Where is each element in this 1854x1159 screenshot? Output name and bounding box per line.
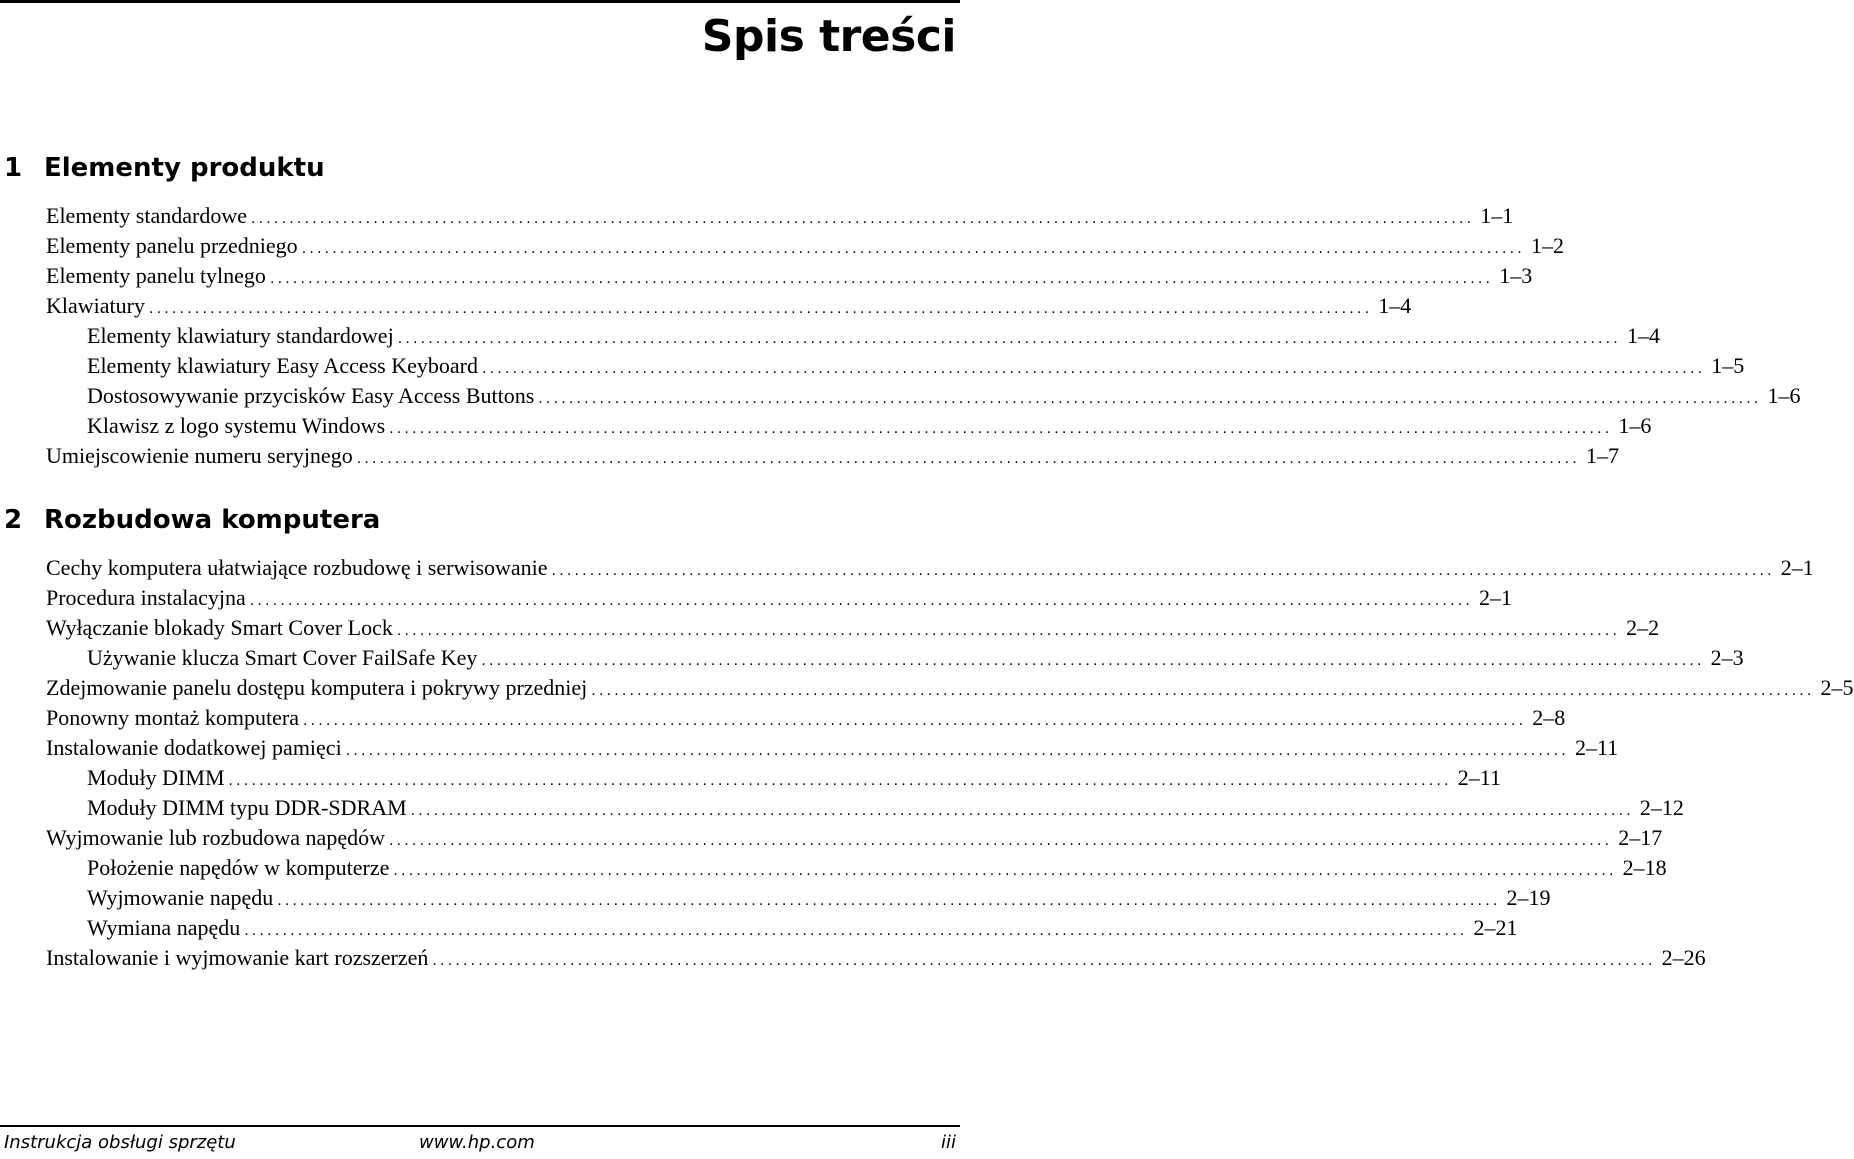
toc-entry-page[interactable]: 2–18 [1622, 855, 1667, 880]
toc-entry[interactable] [46, 583, 1513, 613]
dot-leader: ................................................................................................................................................................ [481, 360, 1706, 377]
toc-entry-page[interactable]: 2–8 [1532, 705, 1566, 730]
toc-entry[interactable] [46, 441, 1619, 471]
toc-entry[interactable] [46, 763, 1501, 793]
toc-entry-label[interactable]: Ponowny montaż komputera [46, 705, 299, 730]
toc-entry-label[interactable]: Położenie napędów w komputerze [87, 855, 390, 880]
toc-entry-label[interactable]: Procedura instalacyjna [46, 585, 246, 610]
top-rule [0, 0, 960, 3]
toc-entry[interactable] [46, 733, 1619, 763]
toc-entry-label[interactable]: Wyjmowanie lub rozbudowa napędów [46, 825, 385, 850]
toc-entry[interactable] [46, 321, 1660, 351]
toc-entry-label[interactable]: Wyjmowanie napędu [87, 885, 274, 910]
footer-page-number: iii [940, 1132, 956, 1153]
toc-entry[interactable] [46, 673, 1854, 703]
toc-entry[interactable] [46, 411, 1652, 441]
toc-entry-page[interactable]: 2–11 [1574, 735, 1619, 760]
dot-leader: ................................................................................................................................................................ [538, 390, 1762, 407]
dot-leader: ................................................................................................................................................................ [396, 622, 1621, 639]
toc-entry-label[interactable]: Elementy panelu tylnego [46, 263, 266, 288]
dot-leader: ................................................................................................................................................................ [397, 330, 1621, 347]
toc-entry-label[interactable]: Moduły DIMM typu DDR-SDRAM [87, 795, 407, 820]
toc-entry-page[interactable]: 1–6 [1767, 383, 1801, 408]
toc-entry[interactable] [46, 231, 1564, 261]
toc-entry-label[interactable]: Instalowanie i wyjmowanie kart rozszerzeń [46, 945, 429, 970]
toc-entry-label[interactable]: Wymiana napędu [87, 915, 241, 940]
toc-entry-page[interactable]: 1–4 [1626, 323, 1660, 348]
dot-leader: ................................................................................................................................................................ [388, 832, 1613, 849]
chapter-2-toc [46, 553, 1854, 973]
toc-entry-page[interactable]: 2–19 [1506, 885, 1551, 910]
dot-leader: ................................................................................................................................................................ [244, 922, 1468, 939]
toc-entry[interactable] [46, 793, 1684, 823]
toc-entry[interactable] [46, 823, 1663, 853]
dot-leader: ................................................................................................................................................................ [301, 240, 1525, 257]
toc-entry-label[interactable]: Cechy komputera ułatwiające rozbudowę i serwisowanie [46, 555, 548, 580]
dot-leader: ................................................................................................................................................................ [389, 420, 1613, 437]
toc-entry[interactable] [46, 613, 1660, 643]
footer-rule [0, 1125, 960, 1127]
toc-entry-label[interactable]: Umiejscowienie numeru seryjnego [46, 443, 353, 468]
toc-entry-label[interactable]: Dostosowywanie przycisków Easy Access Buttons [87, 383, 535, 408]
toc-entry-page[interactable]: 1–1 [1480, 203, 1514, 228]
chapter-title: Elementy produktu [44, 153, 325, 183]
toc-entry[interactable] [46, 553, 1814, 583]
toc-entry[interactable] [46, 261, 1533, 291]
toc-entry[interactable] [46, 853, 1667, 883]
footer-website[interactable]: www.hp.com [419, 1132, 535, 1153]
toc-entry-page[interactable]: 2–5 [1820, 675, 1854, 700]
dot-leader: ................................................................................................................................................................ [277, 892, 1501, 909]
chapter-number: 1 [4, 153, 23, 183]
toc-entry-page[interactable]: 1–7 [1585, 443, 1619, 468]
dot-leader: ................................................................................................................................................................ [269, 270, 1494, 287]
toc-entry-page[interactable]: 2–2 [1626, 615, 1660, 640]
toc-entry-page[interactable]: 2–12 [1639, 795, 1684, 820]
toc-entry[interactable] [46, 291, 1412, 321]
toc-entry-label[interactable]: Klawiatury [46, 293, 145, 318]
toc-entry-page[interactable]: 1–6 [1618, 413, 1652, 438]
toc-entry-label[interactable]: Wyłączanie blokady Smart Cover Lock [46, 615, 393, 640]
toc-entry-page[interactable]: 1–4 [1378, 293, 1412, 318]
toc-entry-page[interactable]: 2–1 [1780, 555, 1814, 580]
toc-entry[interactable] [46, 883, 1551, 913]
toc-entry-page[interactable]: 2–11 [1457, 765, 1501, 790]
toc-entry-label[interactable]: Elementy klawiatury Easy Access Keyboard [87, 353, 478, 378]
dot-leader: ................................................................................................................................................................ [356, 450, 1580, 467]
toc-entry-label[interactable]: Klawisz z logo systemu Windows [87, 413, 386, 438]
dot-leader: ................................................................................................................................................................ [228, 772, 1452, 789]
dot-leader: ................................................................................................................................................................ [345, 742, 1569, 759]
footer-manual-title: Instrukcja obsługi sprzętu [4, 1132, 236, 1153]
toc-entry-label[interactable]: Elementy klawiatury standardowej [87, 323, 394, 348]
dot-leader: ................................................................................................................................................................ [148, 300, 1373, 317]
toc-entry-page[interactable]: 2–3 [1710, 645, 1744, 670]
toc-entry[interactable] [46, 703, 1566, 733]
toc-entry-page[interactable]: 1–3 [1499, 263, 1533, 288]
toc-entry-page[interactable]: 1–2 [1530, 233, 1564, 258]
toc-entry-label[interactable]: Zdejmowanie panelu dostępu komputera i pokrywy przedniej [46, 675, 588, 700]
toc-entry-label[interactable]: Używanie klucza Smart Cover FailSafe Key [87, 645, 478, 670]
chapter-2-heading [4, 503, 380, 537]
toc-entry[interactable] [46, 943, 1706, 973]
dot-leader: ................................................................................................................................................................ [249, 592, 1474, 609]
dot-leader: ................................................................................................................................................................ [393, 862, 1617, 879]
chapter-1-heading [4, 151, 325, 185]
toc-entry[interactable] [46, 381, 1801, 411]
toc-entry-page[interactable]: 2–26 [1661, 945, 1706, 970]
toc-entry-page[interactable]: 2–17 [1618, 825, 1663, 850]
toc-entry-label[interactable]: Elementy standardowe [46, 203, 247, 228]
chapter-number: 2 [4, 505, 23, 535]
toc-entry-page[interactable]: 1–5 [1711, 353, 1745, 378]
dot-leader: ................................................................................................................................................................ [591, 682, 1815, 699]
toc-entry-label[interactable]: Moduły DIMM [87, 765, 225, 790]
dot-leader: ................................................................................................................................................................ [251, 210, 1475, 227]
toc-entry-label[interactable]: Instalowanie dodatkowej pamięci [46, 735, 342, 760]
toc-entry[interactable] [46, 913, 1518, 943]
chapter-1-toc [46, 201, 1801, 471]
toc-entry-page[interactable]: 2–21 [1473, 915, 1518, 940]
toc-entry[interactable] [46, 201, 1514, 231]
dot-leader: ................................................................................................................................................................ [410, 802, 1634, 819]
toc-entry[interactable] [46, 351, 1745, 381]
dot-leader: ................................................................................................................................................................ [432, 952, 1656, 969]
chapter-title: Rozbudowa komputera [44, 505, 381, 535]
dot-leader: ................................................................................................................................................................ [481, 652, 1705, 669]
toc-entry[interactable] [46, 643, 1744, 673]
dot-leader: ................................................................................................................................................................ [302, 712, 1527, 729]
page-title: Spis treści [701, 11, 956, 62]
toc-entry-label[interactable]: Elementy panelu przedniego [46, 233, 298, 258]
dot-leader: ................................................................................................................................................................ [551, 562, 1775, 579]
toc-entry-page[interactable]: 2–1 [1479, 585, 1513, 610]
